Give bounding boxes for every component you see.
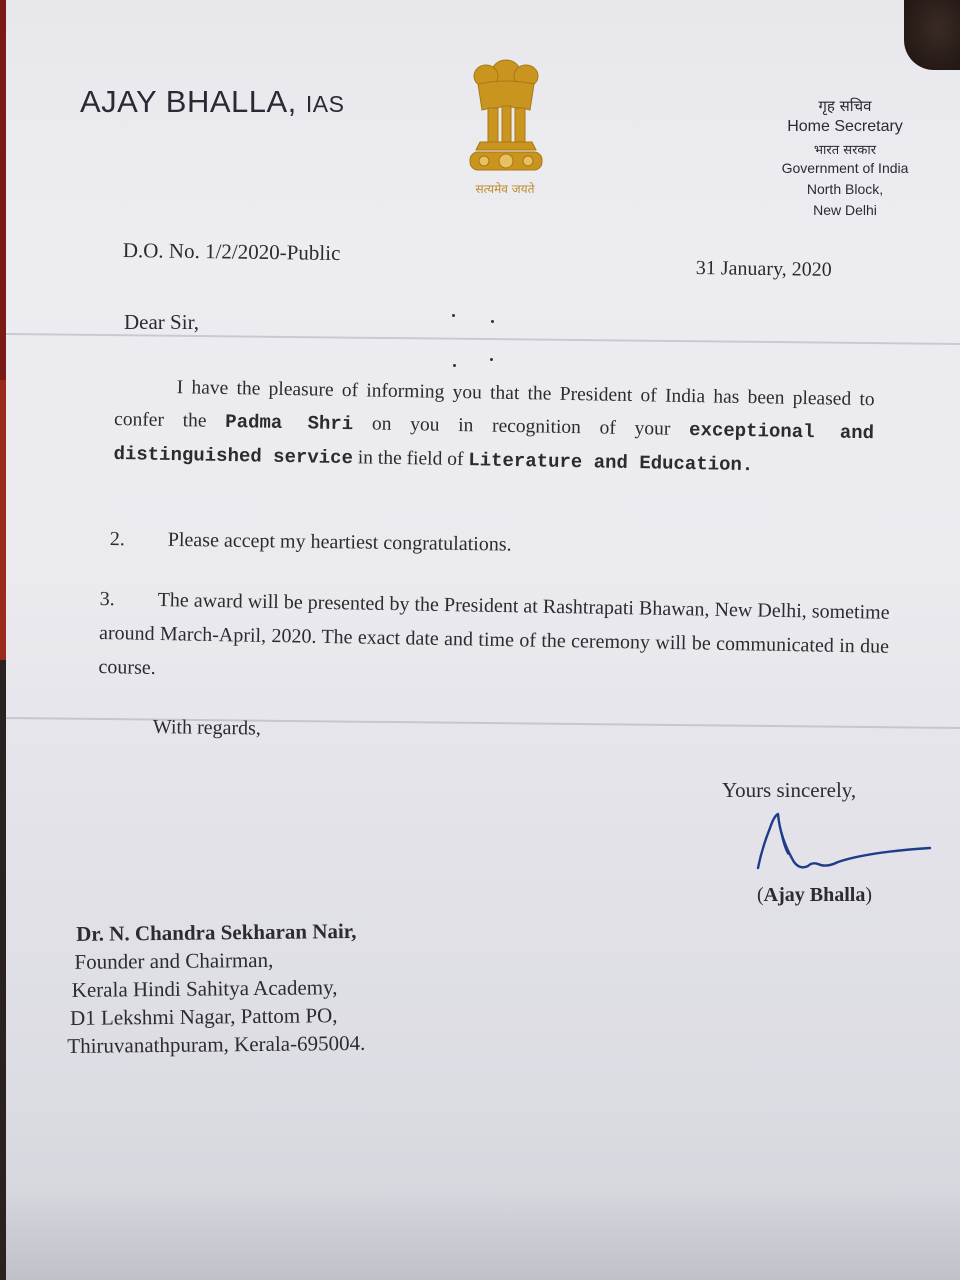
emblem-motto: सत्यमेव जयते (475, 182, 535, 196)
office-title-hindi: गृह सचिव (818, 97, 872, 115)
para1-text-b: on you in recognition of your (371, 413, 671, 440)
paper-speck (453, 364, 456, 367)
thumb-holding-paper (904, 0, 960, 70)
para2-text: Please accept my heartiest congratulations. (167, 528, 512, 556)
office-block (760, 96, 930, 223)
paper-speck (452, 314, 455, 317)
para1-text-c: in the field of (357, 447, 464, 471)
salutation: Dear Sir, (124, 310, 199, 334)
letter-date: 31 January, 2020 (695, 257, 832, 281)
paper-speck (490, 358, 493, 361)
addressee-street: D1 Lekshmi Nagar, Pattom PO, (69, 1003, 338, 1030)
paragraph-number: 2. (109, 528, 125, 551)
government-hindi: भारत सरकार (813, 143, 877, 158)
office-address-line1: North Block, (806, 181, 884, 197)
do-number: D.O. No. 1/2/2020-Public (122, 238, 341, 266)
office-address-line2: New Delhi (813, 202, 877, 218)
paper-speck (491, 320, 494, 323)
field-name: Literature and Education. (468, 449, 754, 477)
addressee-block (66, 917, 365, 1060)
award-name: Padma Shri (225, 410, 354, 436)
sender-suffix: IAS (305, 91, 345, 117)
body-paragraph-1 (113, 370, 875, 484)
closing-line: Yours sincerely, (722, 778, 857, 802)
addressee-city: Thiruvanathpuram, Kerala-695004. (67, 1030, 366, 1058)
regards: With regards, (152, 716, 262, 740)
para3-text: The award will be presented by the President at Rashtrapati Bhawan, New Delhi, sometime around March-April, 2020. The exact date and time of the ceremony will be communicated in due course. (98, 589, 890, 679)
handwritten-signature (748, 808, 938, 880)
body-paragraph-3 (98, 582, 890, 698)
national-emblem-icon (458, 50, 554, 200)
para1-text-a: I have the pleasure of informing you that the President of India has been pleased to confer the (113, 377, 875, 432)
fold-crease (6, 717, 960, 729)
signer-name: (Ajay Bhalla) (757, 884, 873, 906)
service-phrase: exceptional and distinguished service (113, 419, 875, 470)
sender-name: AJAY BHALLA, (80, 84, 297, 119)
addressee-organisation: Kerala Hindi Sahitya Academy, (71, 975, 338, 1002)
addressee-name: Dr. N. Chandra Sekharan Nair, (76, 918, 357, 946)
signer-name-text: Ajay Bhalla (763, 884, 866, 906)
paper-shadow (6, 1190, 960, 1280)
paragraph-number: 3. (99, 587, 115, 611)
government-name: Government of India (781, 160, 909, 176)
addressee-title: Founder and Chairman, (74, 947, 274, 974)
office-title: Home Secretary (787, 118, 903, 135)
letterhead-name (80, 84, 345, 120)
